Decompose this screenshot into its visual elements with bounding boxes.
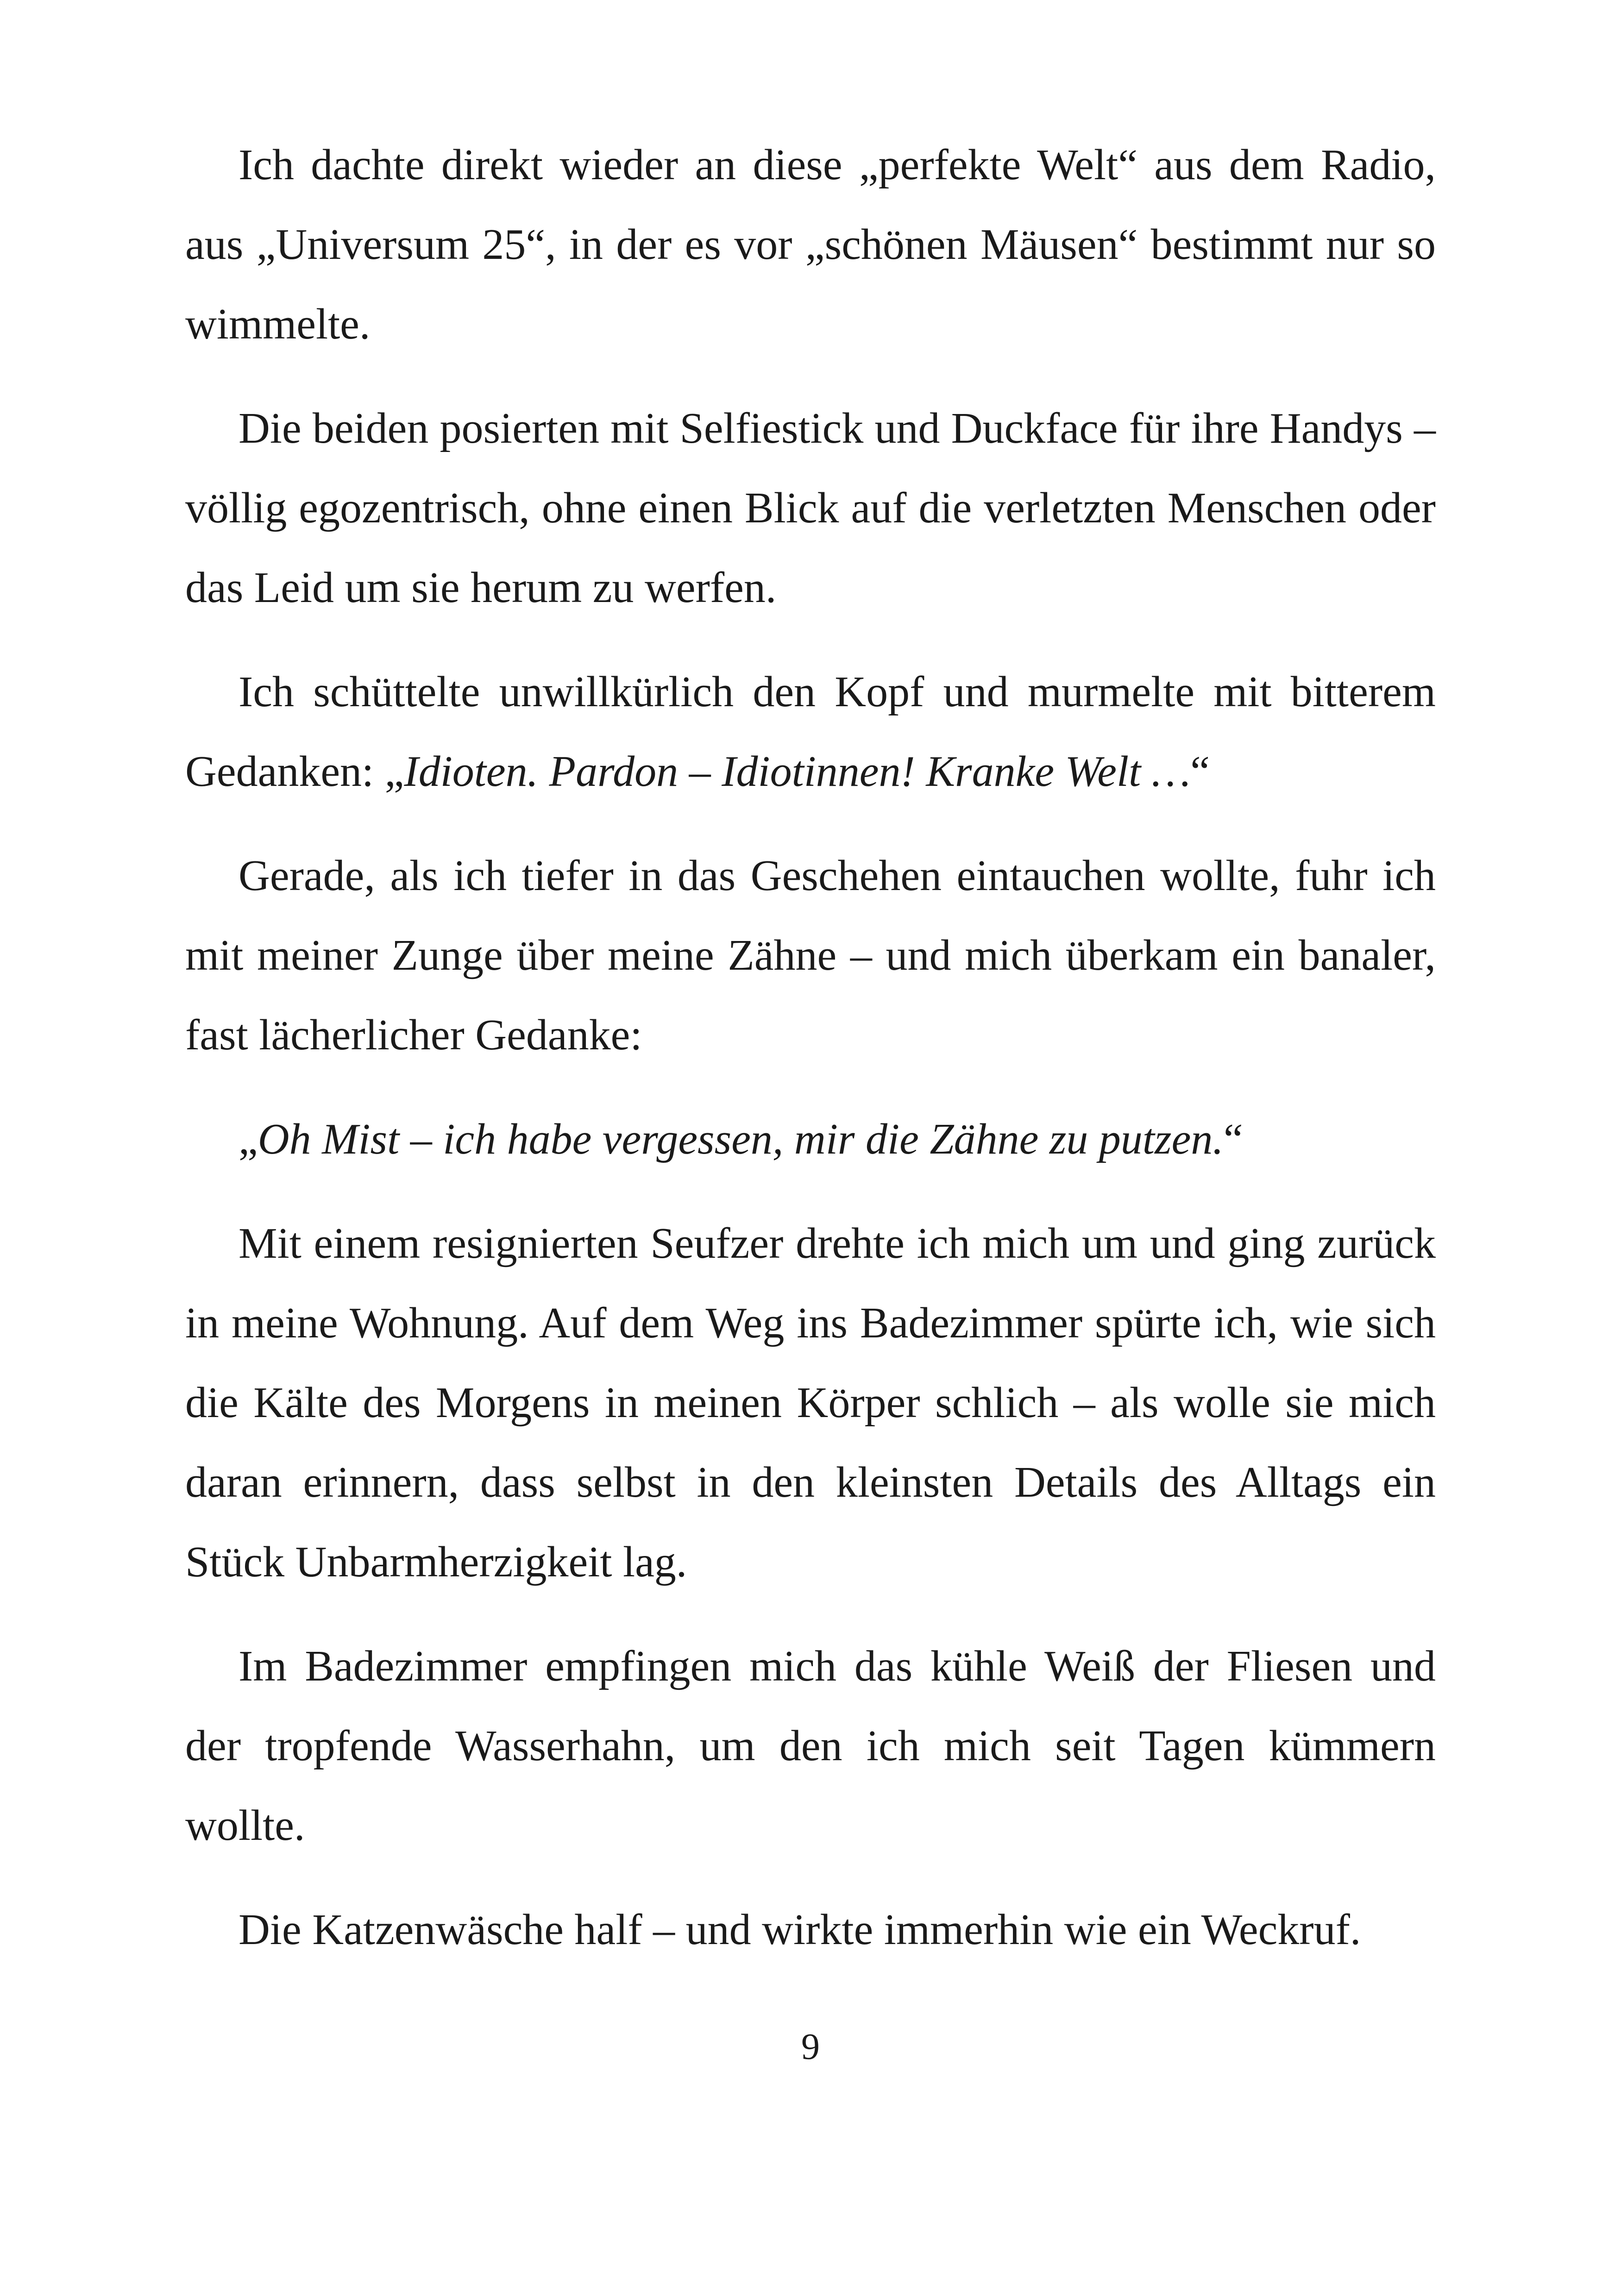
paragraph: Ich dachte direkt wieder an diese „perfekte Welt“ aus dem Radio, aus „Universum 25“, in der es vor „schönen Mäusen“ bestimmt nur so wimmelte. — [185, 141, 1436, 348]
paragraph: Gerade, als ich tiefer in das Geschehen eintauchen wollte, fuhr ich mit meiner Zunge über meine Zähne – und mich überkam ein banaler, fast lächerlicher Gedanke: — [185, 852, 1436, 1059]
paragraph: Ich schüttelte unwillkürlich den Kopf und murmelte mit bitterem Gedanken: „Idioten. Pardon – Idiotinnen! Kranke Welt …“ — [185, 668, 1436, 796]
paragraph: Mit einem resignierten Seufzer drehte ich mich um und ging zurück in meine Wohnung. Auf dem Weg ins Badezimmer spürte ich, wie sich die Kälte des Morgens in meinen Körper schlich – als wolle sie mich daran erinnern, dass selbst in den kleinsten Details des Alltags ein Stück Unbarmherzigkeit lag. — [185, 1219, 1436, 1586]
paragraph: Im Badezimmer empfingen mich das kühle Weiß der Fliesen und der tropfende Wasserhahn, um den ich mich seit Tagen kümmern wollte. — [185, 1642, 1436, 1850]
paragraph: „Oh Mist – ich habe vergessen, mir die Zähne zu putzen.“ — [239, 1115, 1243, 1163]
paragraph: Die Katzenwäsche half – und wirkte immerhin wie ein Weckruf. — [239, 1906, 1361, 1954]
paragraph: Die beiden posierten mit Selfiestick und Duckface für ihre Handys – völlig egozentrisch, ohne einen Blick auf die verletzten Menschen oder das Leid um sie herum zu werfen. — [185, 404, 1436, 612]
italic-thought: Oh Mist – ich habe vergessen, mir die Zähne zu putzen. — [258, 1115, 1224, 1163]
italic-thought: Idioten. Pardon – Idiotinnen! Kranke Welt … — [404, 747, 1191, 796]
page-number: 9 — [801, 2026, 820, 2067]
body-text — [185, 125, 1436, 1994]
